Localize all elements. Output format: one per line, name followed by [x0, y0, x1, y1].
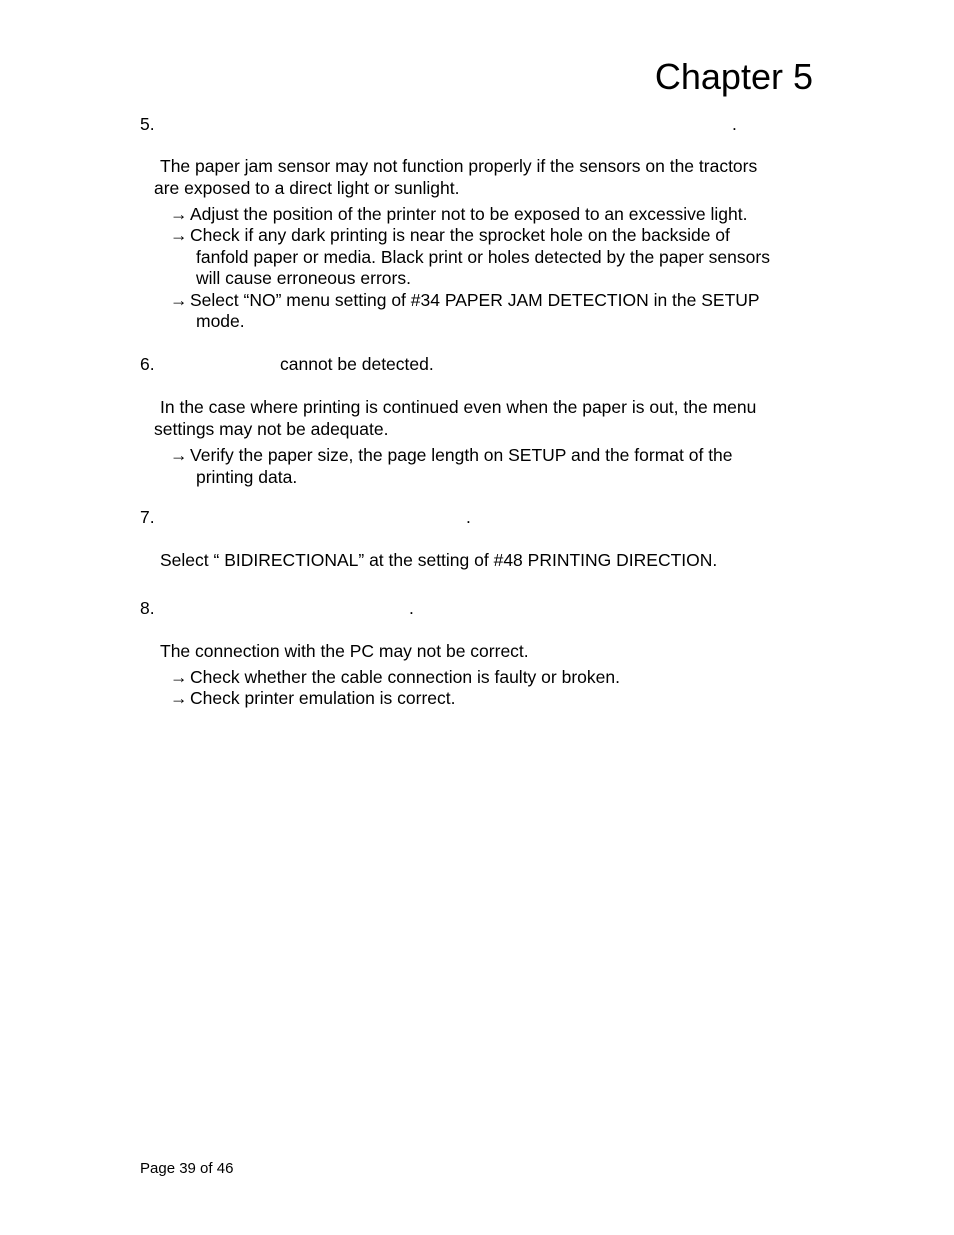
item-title-tail: .	[409, 598, 414, 618]
description-line: Select “ BIDIRECTIONAL” at the setting of #48 PRINTING DIRECTION.	[160, 550, 718, 570]
description-line: are exposed to a direct light or sunlight.	[154, 178, 460, 198]
action-line: mode.	[196, 311, 245, 331]
arrow-icon: →	[170, 688, 188, 708]
description-line: The connection with the PC may not be correct.	[160, 641, 529, 661]
action-line: fanfold paper or media. Black print or holes detected by the paper sensors	[196, 247, 770, 267]
description-line: In the case where printing is continued even when the paper is out, the menu	[160, 397, 757, 417]
item-title-tail: cannot be detected.	[280, 354, 434, 374]
action-line: → Verify the paper size, the page length on SETUP and the format of the	[170, 445, 733, 465]
arrow-icon: →	[170, 204, 188, 224]
item-title-tail: .	[466, 507, 471, 527]
action-line: → Select “NO” menu setting of #34 PAPER JAM DETECTION in the SETUP	[170, 290, 760, 310]
description-line: The paper jam sensor may not function properly if the sensors on the tractors	[160, 156, 758, 176]
arrow-icon: →	[170, 290, 188, 310]
chapter-heading: Chapter 5	[654, 56, 813, 97]
item-number: 6.	[140, 354, 155, 374]
arrow-icon: →	[170, 667, 188, 687]
page-number: Page 39 of 46	[140, 1160, 234, 1177]
item-number: 5.	[140, 114, 155, 134]
item-number: 7.	[140, 507, 155, 527]
item-number: 8.	[140, 598, 155, 618]
action-line: → Check whether the cable connection is faulty or broken.	[170, 667, 620, 687]
action-line: → Check printer emulation is correct.	[170, 688, 456, 708]
action-line: printing data.	[196, 467, 298, 487]
action-line: → Adjust the position of the printer not to be exposed to an excessive light.	[170, 204, 748, 224]
action-line: → Check if any dark printing is near the sprocket hole on the backside of	[170, 225, 730, 245]
item-title-tail: .	[732, 114, 737, 134]
arrow-icon: →	[170, 225, 188, 245]
arrow-icon: →	[170, 445, 188, 465]
action-line: will cause erroneous errors.	[196, 268, 411, 288]
description-line: settings may not be adequate.	[154, 419, 389, 439]
